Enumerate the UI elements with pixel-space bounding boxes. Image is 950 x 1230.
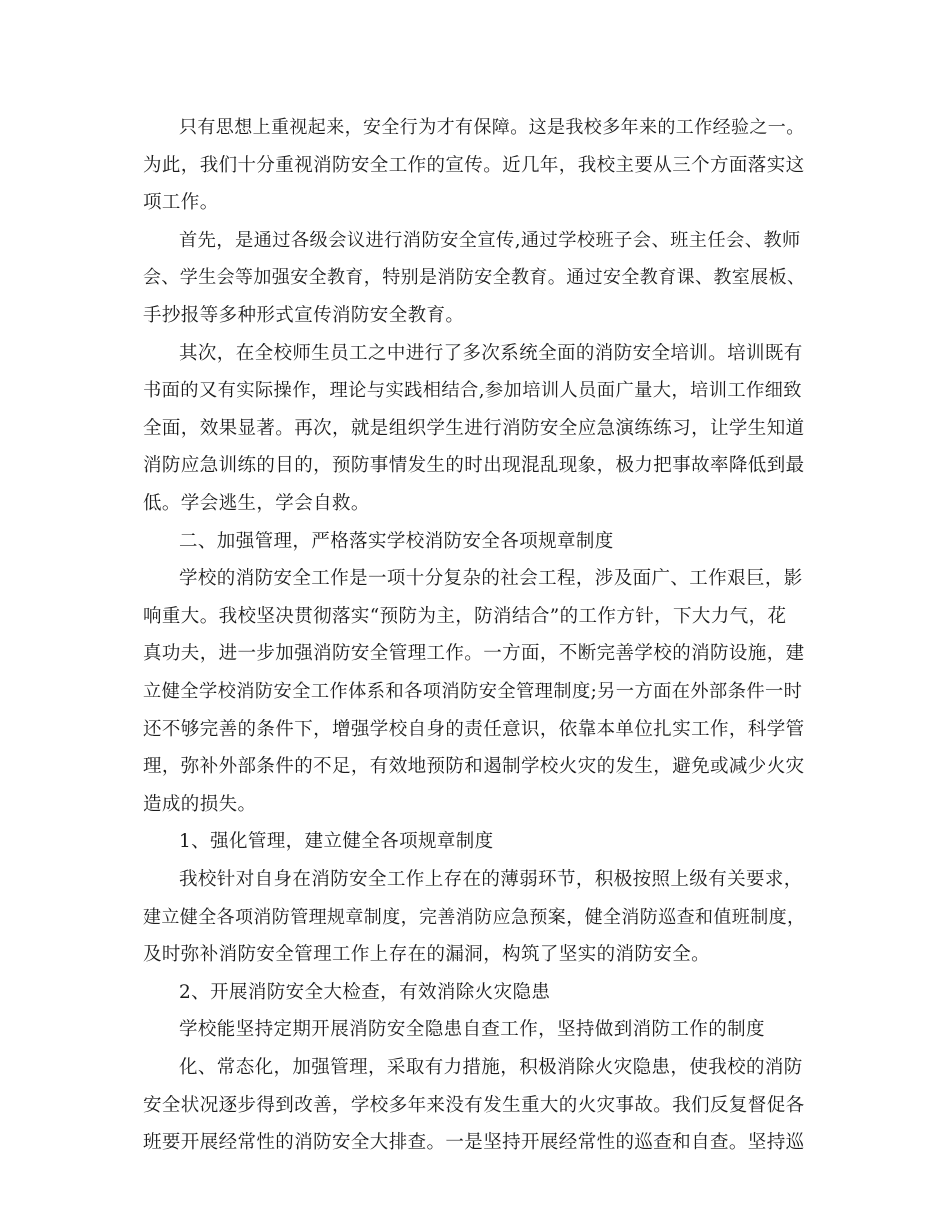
paragraph-first-line: 其次，在全校师生员工之中进行了多次系统全面的消防安全培训。培训既有 (179, 342, 803, 364)
paragraph-line: 真功夫，进一步加强消防安全管理工作。一方面，不断完善学校的消防设施，建 (143, 643, 805, 665)
paragraph-line: 书面的又有实际操作，理论与实践相结合,参加培训人员面广量大，培训工作细致 (143, 380, 802, 402)
paragraph-line: 全面，效果显著。再次，就是组织学生进行消防安全应急演练练习，让学生知道 (143, 417, 805, 439)
paragraph-first-line: 二、加强管理，严格落实学校消防安全各项规章制度 (179, 530, 614, 552)
paragraph-line: 班要开展经常性的消防安全大排查。一是坚持开展经常性的巡查和自查。坚持巡 (143, 1132, 805, 1154)
paragraph-line: 消防应急训练的目的，预防事情发生的时出现混乱现象，极力把事故率降低到最 (143, 455, 805, 477)
paragraph-first-line: 只有思想上重视起来，安全行为才有保障。这是我校多年来的工作经验之一。 (179, 117, 805, 138)
paragraph-first-line: 学校能坚持定期开展消防安全隐患自查工作，坚持做到消防工作的制度 (179, 1019, 765, 1041)
paragraph-first-line: 我校针对自身在消防安全工作上存在的薄弱环节，积极按照上级有关要求， (179, 869, 803, 890)
paragraph-line: 理，弥补外部条件的不足，有效地预防和遏制学校火灾的发生，避免或减少火灾 (143, 756, 805, 778)
paragraph-first-line: 学校的消防安全工作是一项十分复杂的社会工程，涉及面广、工作艰巨，影 (179, 568, 803, 590)
paragraph-line: 为此，我们十分重视消防安全工作的宣传。近几年，我校主要从三个方面落实这 (143, 154, 805, 176)
paragraph-line: 低。学会逃生，学会自救。 (143, 493, 370, 514)
paragraph-line: 手抄报等多种形式宣传消防安全教育。 (143, 305, 465, 326)
paragraph-line: 安全状况逐步得到改善，学校多年来没有发生重大的火灾事故。我们反复督促各 (143, 1094, 805, 1116)
paragraph-line: 还不够完善的条件下，增强学校自身的责任意识，依靠本单位扎实工作，科学管 (143, 718, 805, 740)
paragraph-line: 造成的损失。 (143, 793, 257, 815)
paragraph-line: 立健全学校消防安全工作体系和各项消防安全管理制度;另一方面在外部条件一时 (143, 681, 803, 702)
paragraph-line: 会、学生会等加强安全教育，特别是消防安全教育。通过安全教育课、教室展板、 (143, 267, 806, 289)
paragraph-line: 项工作。 (143, 192, 219, 214)
paragraph-line: 建立健全各项消防管理规章制度，完善消防应急预案，健全消防巡查和值班制度， (143, 906, 806, 928)
paragraph-first-line: 化、常态化，加强管理，采取有力措施，积极消除火灾隐患，使我校的消防 (179, 1057, 803, 1078)
paragraph-line: 响重大。我校坚决贯彻落实“预防为主，防消结合”的工作方针，下大力气，花 (143, 605, 787, 627)
paragraph-first-line: 首先，是通过各级会议进行消防安全宣传,通过学校班子会、班主任会、教师 (179, 229, 801, 251)
paragraph-first-line: 1、强化管理，建立健全各项规章制度 (179, 831, 494, 853)
paragraph-line: 及时弥补消防安全管理工作上存在的漏洞，构筑了坚实的消防安全。 (143, 944, 711, 966)
paragraph-first-line: 2、开展消防安全大检查，有效消除火灾隐患 (179, 981, 551, 1003)
